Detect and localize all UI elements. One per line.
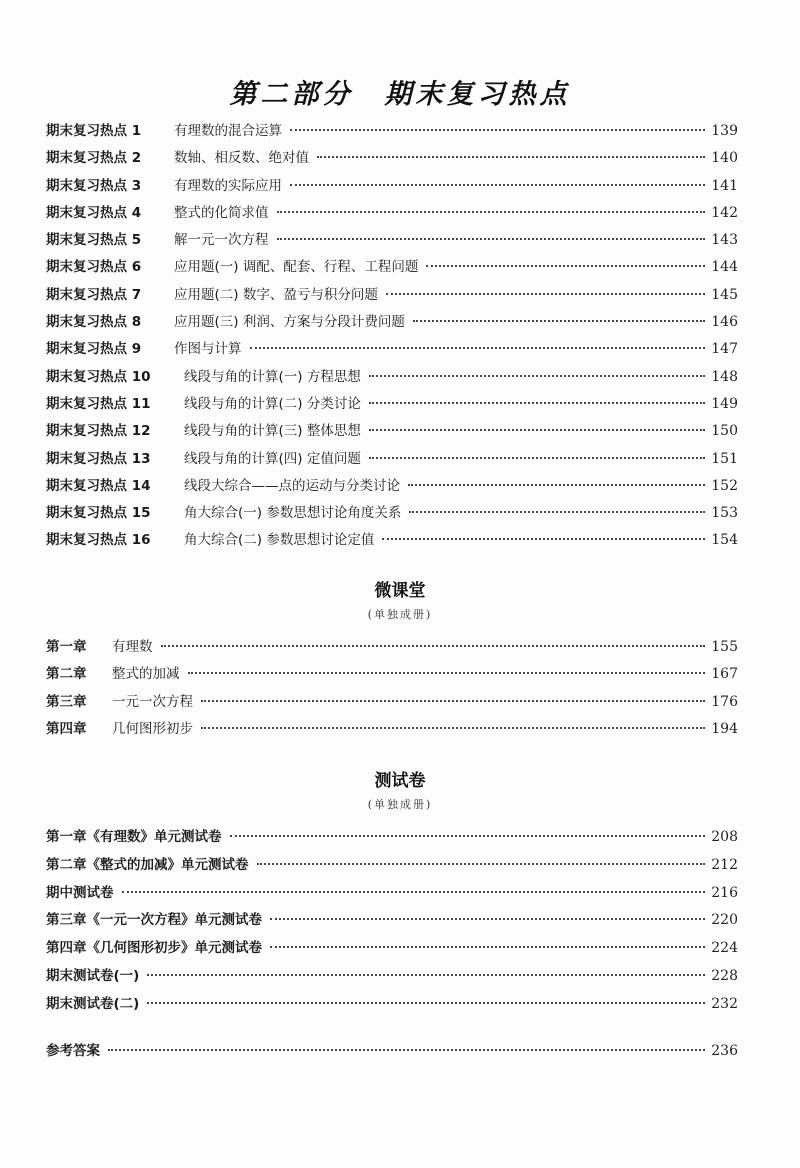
entry-title: 线段大综合——点的运动与分类讨论 (184, 477, 400, 494)
entry-page: 140 (711, 150, 738, 167)
entry-label: 第一章 (46, 639, 87, 655)
entry-page: 236 (711, 1043, 738, 1059)
leader-dots (369, 456, 705, 459)
entry-label: 期末复习热点 8 (46, 314, 142, 331)
entry-page: 194 (711, 720, 738, 737)
leader-dots (161, 644, 706, 647)
toc-entry[interactable] (46, 661, 738, 688)
entry-page: 224 (711, 940, 738, 957)
entry-page: 228 (711, 967, 738, 984)
entry-title: 期末测试卷(二) (46, 995, 140, 1012)
toc-entry[interactable] (46, 282, 738, 309)
toc-entry[interactable] (46, 173, 738, 200)
entry-label: 期末复习热点 15 (46, 505, 151, 522)
toc-entry[interactable] (46, 446, 738, 473)
entry-page: 212 (711, 856, 738, 873)
leader-dots (230, 834, 706, 837)
toc-entry[interactable] (46, 1038, 738, 1065)
entry-title: 第三章《一元一次方程》单元测试卷 (46, 912, 262, 929)
entry-title: 几何图形初步 (112, 720, 193, 737)
entry-page: 232 (711, 995, 738, 1012)
entry-title: 角大综合(一) 参数思想讨论角度关系 (184, 505, 402, 522)
toc-entry[interactable] (46, 391, 738, 418)
entry-title: 第一章《有理数》单元测试卷 (46, 829, 222, 845)
leader-dots (317, 155, 705, 158)
entry-page: 139 (711, 123, 738, 139)
entry-label: 期末复习热点 16 (46, 532, 151, 549)
tests-section-title: 测试卷 (374, 771, 426, 791)
entry-title: 参考答案 (46, 1043, 100, 1059)
leader-dots (277, 237, 706, 240)
entry-title: 数轴、相反数、绝对值 (174, 150, 309, 167)
entry-title: 应用题(二) 数字、盈亏与积分问题 (174, 286, 378, 303)
entry-title: 一元一次方程 (112, 693, 193, 710)
entry-title: 有理数的实际应用 (174, 177, 282, 194)
entry-title: 线段与角的计算(二) 分类讨论 (184, 395, 361, 412)
toc-entry[interactable] (46, 118, 738, 145)
entry-title: 应用题(一) 调配、配套、行程、工程问题 (174, 259, 419, 276)
toc-entry[interactable] (46, 500, 738, 527)
entry-title: 作图与计算 (174, 341, 242, 358)
toc-entry[interactable] (46, 145, 738, 172)
leader-dots (369, 374, 705, 377)
entry-page: 146 (711, 314, 738, 331)
answers-list (46, 1038, 738, 1065)
entry-page: 152 (711, 477, 738, 494)
toc-entry[interactable] (46, 935, 738, 963)
entry-label: 期末复习热点 10 (46, 368, 151, 385)
toc-entry[interactable] (46, 963, 738, 991)
entry-page: 151 (711, 450, 738, 467)
entry-label: 期末复习热点 9 (46, 341, 142, 358)
toc-entry[interactable] (46, 200, 738, 227)
entry-page: 167 (711, 666, 738, 683)
entry-page: 143 (711, 232, 738, 249)
entry-label: 期末复习热点 5 (46, 232, 142, 249)
entry-title: 整式的化简求值 (174, 204, 269, 221)
toc-entry[interactable] (46, 716, 738, 743)
entry-page: 154 (711, 532, 738, 549)
entry-page: 142 (711, 204, 738, 221)
entry-page: 220 (711, 912, 738, 929)
leader-dots (413, 319, 705, 322)
leader-dots (277, 210, 706, 213)
toc-entry[interactable] (46, 418, 738, 445)
toc-entry[interactable] (46, 473, 738, 500)
entry-title: 有理数的混合运算 (174, 123, 282, 139)
leader-dots (147, 1001, 705, 1004)
entry-page: 153 (711, 505, 738, 522)
entry-title: 整式的加减 (112, 666, 180, 683)
entry-title: 期末测试卷(一) (46, 967, 140, 984)
entry-label: 期末复习热点 14 (46, 477, 151, 494)
entry-title: 线段与角的计算(三) 整体思想 (184, 423, 361, 440)
entry-label: 期末复习热点 6 (46, 259, 142, 276)
toc-entry[interactable] (46, 852, 738, 880)
leader-dots (369, 428, 705, 431)
entry-title: 解一元一次方程 (174, 232, 269, 249)
toc-entry[interactable] (46, 880, 738, 908)
entry-title: 线段与角的计算(四) 定值问题 (184, 450, 361, 467)
toc-entry[interactable] (46, 364, 738, 391)
leader-dots (290, 183, 705, 186)
toc-entry[interactable] (46, 227, 738, 254)
leader-dots (188, 671, 706, 674)
entry-label: 期末复习热点 12 (46, 423, 151, 440)
entry-label: 第二章 (46, 666, 87, 683)
entry-title: 线段与角的计算(一) 方程思想 (184, 368, 361, 385)
entry-page: 144 (711, 259, 738, 276)
entry-title: 第四章《几何图形初步》单元测试卷 (46, 940, 262, 957)
toc-entry[interactable] (46, 336, 738, 363)
leader-dots (122, 890, 706, 893)
toc-entry[interactable] (46, 254, 738, 281)
entry-title: 应用题(三) 利润、方案与分段计费问题 (174, 314, 405, 331)
hotspot-list (46, 118, 738, 555)
toc-entry[interactable] (46, 527, 738, 554)
entry-label: 期末复习热点 11 (46, 395, 151, 412)
entry-page: 150 (711, 423, 738, 440)
leader-dots (382, 537, 705, 540)
entry-page: 208 (711, 829, 738, 845)
entry-page: 155 (711, 639, 738, 655)
micro-section-subtitle: (单独成册) (367, 608, 433, 621)
leader-dots (426, 264, 705, 267)
entry-label: 第四章 (46, 720, 87, 737)
micro-section-title: 微课堂 (374, 581, 426, 601)
entry-label: 期末复习热点 13 (46, 450, 151, 467)
leader-dots (408, 483, 705, 486)
entry-label: 期末复习热点 4 (46, 204, 142, 221)
entry-page: 176 (711, 693, 738, 710)
leader-dots (201, 699, 705, 702)
entry-title: 有理数 (112, 639, 153, 655)
entry-label: 期末复习热点 2 (46, 150, 142, 167)
tests-list (46, 824, 738, 1019)
entry-label: 期末复习热点 7 (46, 286, 142, 303)
leader-dots (290, 128, 705, 131)
leader-dots (386, 292, 705, 295)
entry-title: 角大综合(二) 参数思想讨论定值 (184, 532, 375, 549)
leader-dots (147, 973, 705, 976)
entry-title: 期中测试卷 (46, 884, 114, 901)
leader-dots (250, 346, 706, 349)
leader-dots (257, 862, 706, 865)
tests-section-subtitle: (单独成册) (367, 798, 433, 811)
toc-entry[interactable] (46, 634, 738, 661)
leader-dots (409, 510, 705, 513)
leader-dots (201, 726, 705, 729)
toc-entry[interactable] (46, 824, 738, 852)
entry-page: 148 (711, 368, 738, 385)
micro-list (46, 634, 738, 743)
entry-label: 期末复习热点 3 (46, 177, 142, 194)
entry-page: 145 (711, 286, 738, 303)
leader-dots (270, 945, 705, 948)
toc-entry[interactable] (46, 991, 738, 1019)
entry-page: 147 (711, 341, 738, 358)
leader-dots (270, 917, 705, 920)
part-title: 第二部分 期末复习热点 (229, 79, 571, 110)
entry-page: 141 (711, 177, 738, 194)
toc-entry[interactable] (46, 907, 738, 935)
leader-dots (369, 401, 705, 404)
entry-label: 第三章 (46, 693, 87, 710)
toc-entry[interactable] (46, 689, 738, 716)
entry-page: 149 (711, 395, 738, 412)
entry-page: 216 (711, 884, 738, 901)
leader-dots (108, 1048, 705, 1051)
toc-entry[interactable] (46, 309, 738, 336)
entry-label: 期末复习热点 1 (46, 123, 142, 139)
entry-title: 第二章《整式的加减》单元测试卷 (46, 856, 249, 873)
